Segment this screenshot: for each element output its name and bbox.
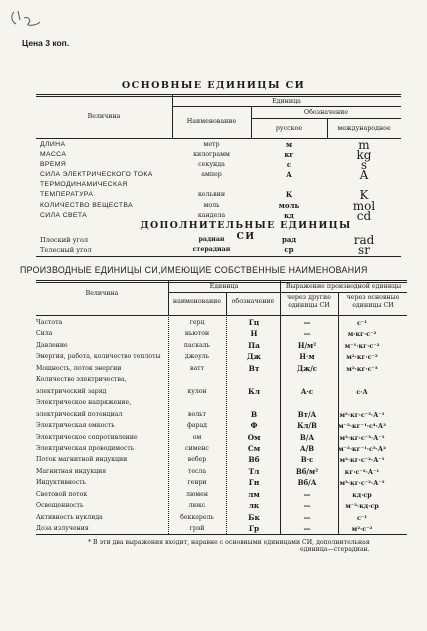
table2-cell-base: м⁻²·кг⁻¹·с⁴·А² xyxy=(338,422,386,431)
table2-cell-base: м⁻²·кг⁻¹·с³·А² xyxy=(338,444,386,453)
table2-cell-sym: Ф xyxy=(250,421,258,431)
table1-ru-symbols: м кг с А К моль кд xyxy=(278,140,300,220)
table1-extra-quantities: Плоский угол Телесный угол xyxy=(40,236,92,255)
table2-cell-q: Освещенность xyxy=(36,502,84,510)
table2-cell-sym: лм xyxy=(248,489,260,499)
table2-col-symbol: обозначение xyxy=(231,298,275,305)
table1-extra-intl: rad sr xyxy=(353,233,375,258)
table2-cell-q: Поток магнитной индукции xyxy=(36,456,128,464)
table2-col-unit: Единица xyxy=(209,283,239,290)
table2-cell-sym: Бк xyxy=(248,512,260,522)
table2-cell-sym: Гц xyxy=(248,318,260,327)
table-row xyxy=(36,454,385,465)
table2-cell-sym: Вт xyxy=(248,363,260,373)
table2-cell-q: Электрическая проводимость xyxy=(36,444,135,452)
table2-col-via-other: через другие единицы СИ xyxy=(287,294,331,309)
table2-cell-other: — xyxy=(303,329,311,339)
table2-cell-name: беккерель xyxy=(180,513,214,521)
table2-cell-sym: Дж xyxy=(246,352,262,362)
table2-cell-base: м·кг·с⁻² xyxy=(347,330,377,339)
handwritten-mark xyxy=(8,8,44,30)
table2-cell-other: А·с xyxy=(300,386,314,396)
table2-cell-sym: Кл xyxy=(248,386,260,396)
table2-cell-base: м⁻²·кд·ср xyxy=(345,502,379,511)
table2-cell-base: кд·ср xyxy=(352,490,372,499)
table2-cell-other: Н/м² xyxy=(297,340,317,350)
table2-cell-q: Доза излучения xyxy=(36,525,89,533)
table2-col-via-base: через основные единицы СИ xyxy=(346,294,400,309)
table1-extra-ru: рад ср xyxy=(281,235,297,255)
table2-cell-name: вебер xyxy=(187,456,207,464)
footnote-line2: единица—стерадиан. xyxy=(300,546,370,553)
table-row xyxy=(36,477,385,488)
table2-cell-sym: Ом xyxy=(247,432,261,442)
table2-cell-other: Кл/В xyxy=(297,421,317,431)
table2-cell-q: Световой поток xyxy=(36,490,88,498)
table2-cell-base: м²·кг·с⁻²·А⁻¹ xyxy=(339,456,385,465)
table-row xyxy=(36,397,381,408)
table2-cell-name: паскаль xyxy=(183,341,211,349)
table2-cell-other: Вб/м² xyxy=(295,466,319,476)
table1-col-intl: международное xyxy=(337,125,391,132)
table2-cell-base: м²·с⁻² xyxy=(351,525,373,534)
table2-cell-name: ом xyxy=(192,433,202,441)
table2-cell-q: Электрическое напряжение, xyxy=(36,399,132,407)
table2-cell-q: Энергия, работа, количество теплоты xyxy=(36,353,161,361)
table2-cell-base: с⁻¹ xyxy=(356,319,368,327)
table-row xyxy=(36,489,381,500)
table2-cell-name: джоуль xyxy=(184,353,210,361)
table1-extra-names: радиан стерадиан xyxy=(192,236,231,254)
table2-cell-other: Н·м xyxy=(299,352,315,362)
table1-intl-symbols: m kg s A K mol cd xyxy=(352,138,376,223)
table-row xyxy=(36,351,381,362)
table-row xyxy=(36,340,381,351)
table2-cell-q: Активность нуклида xyxy=(36,513,103,521)
table2-cell-base: м²·кг·с⁻² xyxy=(346,353,378,362)
table2-cell-sym: Тл xyxy=(248,466,260,476)
table2-cell-name: герц xyxy=(189,319,205,326)
table2-cell-base: м⁻¹·кг·с⁻² xyxy=(344,341,380,350)
table2-col-name: наименование xyxy=(172,298,222,305)
table2-cell-sym: См xyxy=(247,443,261,453)
table1-names: метр килограмм секунда ампер кельвин моль кандела xyxy=(193,141,230,219)
table1-col-ru: русское xyxy=(275,125,303,132)
table2-cell-base: м²·кг·с⁻³·А⁻¹ xyxy=(339,410,385,419)
table2-col-quantity: Величина xyxy=(85,290,119,297)
table2-cell-name: генри xyxy=(187,479,207,487)
table2-cell-name: тесла xyxy=(187,467,207,475)
table-row xyxy=(36,466,381,477)
table2-cell-name: грэй xyxy=(189,525,205,533)
table1-extra-title: ДОПОЛНИТЕЛЬНЫЕ ЕДИНИЦЫ СИ xyxy=(140,220,352,242)
table2-cell-q: Количество электричества, xyxy=(36,376,127,384)
table2-cell-name: ватт xyxy=(189,364,205,372)
table2-cell-q: Давление xyxy=(36,341,68,349)
table-row xyxy=(36,409,385,420)
table2-cell-q: Магнитная индукция xyxy=(36,467,107,475)
table2-cell-other: Вб/А xyxy=(297,478,317,488)
table2-cell-sym: Па xyxy=(248,340,260,350)
table2-cell-name: кулон xyxy=(187,387,207,395)
table2-cell-name: ньютон xyxy=(184,330,210,338)
table1-col-symbol: Обозначение xyxy=(303,109,349,116)
table1-row: ДЛИНА МАССА ВРЕМЯ СИЛА ЭЛЕКТРИЧЕСКОГО ТОКА ТЕРМОДИНАМИЧЕСКАЯ ТЕМПЕРАТУРА КОЛИЧЕСТВО ВЕЩЕСТВА СИЛА СВЕТА xyxy=(40,141,153,219)
table2-cell-sym: Гн xyxy=(248,478,260,488)
table2-cell-q: Индуктивность xyxy=(36,479,86,487)
table1-col-name: Наименование xyxy=(186,118,237,125)
table2-cell-other: А/В xyxy=(299,443,315,453)
table2-cell-base: кг·с⁻²·А⁻¹ xyxy=(344,467,380,476)
table2-cell-sym: Гр xyxy=(248,524,260,534)
table-row xyxy=(36,443,386,454)
table2-cell-other: В·с xyxy=(300,455,314,465)
table2-cell-sym: Н xyxy=(250,329,258,339)
table2-cell-q: электрический заряд xyxy=(36,387,107,395)
table2-title: ПРОИЗВОДНЫЕ ЕДИНИЦЫ СИ,ИМЕЮЩИЕ СОБСТВЕННЫЕ НАИМЕНОВАНИЯ xyxy=(20,265,368,275)
table1-col-unit: Единица xyxy=(272,98,301,105)
table2-cell-sym: лк xyxy=(248,501,260,511)
table-row xyxy=(36,512,381,523)
table2-cell-q: Электрическое сопротивление xyxy=(36,433,138,441)
table2-cell-other: В/А xyxy=(299,432,315,442)
table2-cell-q: Электрическая емкость xyxy=(36,422,115,430)
table2-col-expr: Выражение производной единицы xyxy=(285,283,402,290)
table2-cell-other: Дж/с xyxy=(296,363,318,373)
table-row xyxy=(36,523,381,534)
table2-cell-other: — xyxy=(303,512,311,522)
table1-col-quantity: Величина xyxy=(87,113,121,120)
table2-cell-other: — xyxy=(303,489,311,499)
table2-cell-sym: Вб xyxy=(248,455,260,465)
table-row xyxy=(36,420,386,431)
table2-cell-q: Сила xyxy=(36,330,53,338)
table2-cell-base: м²·кг·с⁻²·А⁻² xyxy=(339,479,385,488)
table-row xyxy=(36,328,381,339)
footnote-line1: * В эти два выражения входит, наравне с основными единицами СИ, дополнительная xyxy=(88,539,370,546)
table2-cell-other: — xyxy=(303,318,311,327)
table2-cell-other: — xyxy=(303,524,311,534)
table2-cell-base: м²·кг·с⁻³ xyxy=(346,364,378,373)
table-row xyxy=(36,317,381,328)
table1-title: ОСНОВНЫЕ ЕДИНИЦЫ СИ xyxy=(121,80,306,91)
table2-cell-name: сименс xyxy=(185,444,209,452)
table2-cell-other: Вт/А xyxy=(297,409,317,419)
table2-cell-q: Частота xyxy=(36,319,63,326)
table2-cell-q: электрический потенциал xyxy=(36,410,123,418)
price-label: Цена 3 коп. xyxy=(22,38,70,48)
table-row xyxy=(36,363,381,374)
table2-cell-name: вольт xyxy=(188,410,206,418)
table2-cell-name: люмен xyxy=(186,490,208,498)
table2-cell-other: — xyxy=(303,501,311,511)
table-row xyxy=(36,500,381,511)
table2-cell-base: с⁻¹ xyxy=(356,513,368,522)
table2-cell-name: фарад xyxy=(187,422,207,430)
table2-cell-base: с·А xyxy=(356,387,368,396)
table2-cell-q: Мощность, поток энергии xyxy=(36,364,122,372)
table2-cell-base: м²·кг·с⁻³·А⁻² xyxy=(339,433,385,442)
table-row xyxy=(36,386,381,397)
table-row xyxy=(36,374,381,385)
table-row xyxy=(36,432,385,443)
table2-cell-name: люкс xyxy=(188,502,206,510)
table2-cell-sym: В xyxy=(250,409,258,419)
